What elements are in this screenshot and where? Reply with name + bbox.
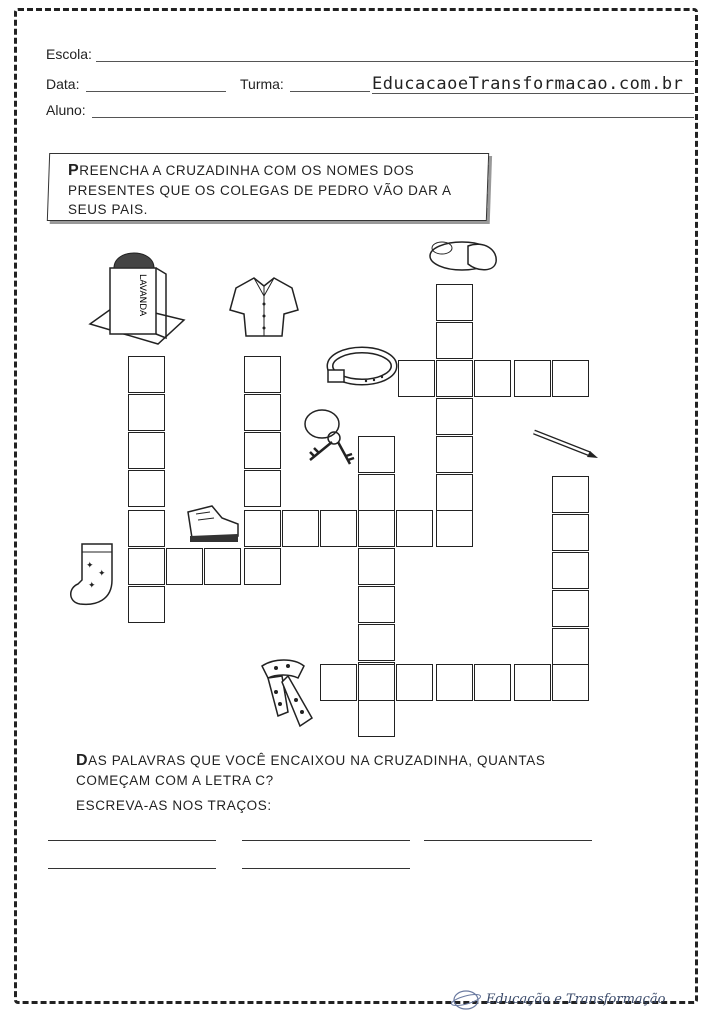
crossword-cell[interactable] [436,398,473,435]
answer-line[interactable] [48,840,216,841]
crossword-cell[interactable] [436,664,473,701]
shoe-icon [182,500,242,546]
crossword-cell[interactable] [514,360,551,397]
crossword-cell[interactable] [244,548,281,585]
site-underline [372,93,694,94]
crossword-cell[interactable] [128,356,165,393]
crossword-cell[interactable] [358,624,395,661]
instruction-initial: P [68,162,80,179]
crossword-cell[interactable] [128,432,165,469]
date-line[interactable] [86,91,226,92]
crossword-cell[interactable] [552,628,589,665]
crossword-cell[interactable] [398,360,435,397]
crossword-cell[interactable] [128,510,165,547]
school-label: Escola: [46,46,92,62]
crossword-cell[interactable] [282,510,319,547]
crossword-cell[interactable] [396,664,433,701]
crossword-cell[interactable] [358,436,395,473]
globe-icon [450,988,482,1012]
crossword-cell[interactable] [128,394,165,431]
crossword-cell[interactable] [436,510,473,547]
shirt-icon [226,274,302,340]
crossword-cell[interactable] [358,700,395,737]
class-line[interactable] [290,91,370,92]
question-line-3: ESCREVA-AS NOS TRAÇOS: [76,798,272,813]
sock-icon [66,540,126,610]
answer-line[interactable] [242,840,410,841]
crossword-cell[interactable] [552,476,589,513]
crossword-cell[interactable] [244,510,281,547]
question-text-1: AS PALAVRAS QUE VOCÊ ENCAIXOU NA CRUZADINHA, QUANTAS [88,753,546,768]
svg-text:✦: ✦ [86,560,94,570]
crossword-cell[interactable] [552,514,589,551]
footer-brand: Educação e Transformação [486,992,666,1007]
perfume-label: LAVANDA [137,274,147,317]
question-line-1 [76,752,545,770]
crossword-cell[interactable] [128,548,165,585]
slipper-icon [428,234,500,278]
question-initial: D [76,752,89,769]
pen-icon [530,426,600,462]
question-line-2: COMEÇAM COM A LETRA C? [76,773,274,788]
crossword-cell[interactable] [358,474,395,511]
site-url: EducacaoeTransformacao.com.br [372,74,684,94]
crossword-cell[interactable] [358,510,395,547]
svg-text:✦: ✦ [88,580,96,590]
class-label: Turma: [240,76,284,92]
crossword-cell[interactable] [552,552,589,589]
crossword-cell[interactable] [396,510,433,547]
crossword-cell[interactable] [358,548,395,585]
crossword-cell[interactable] [552,664,589,701]
answer-line[interactable] [48,868,216,869]
crossword-cell[interactable] [320,664,357,701]
crossword-cell[interactable] [244,356,281,393]
keychain-icon [302,404,358,468]
crossword-cell[interactable] [552,360,589,397]
answer-line[interactable] [242,868,410,869]
crossword-cell[interactable] [128,470,165,507]
crossword-cell[interactable] [514,664,551,701]
instruction-text [68,161,478,220]
student-line[interactable] [92,117,694,118]
school-line[interactable] [96,61,694,62]
perfume-icon [88,244,188,348]
crossword-cell[interactable] [358,664,395,701]
scarf-icon [254,656,316,730]
answer-line[interactable] [424,840,592,841]
date-label: Data: [46,76,80,92]
crossword-cell[interactable] [552,590,589,627]
crossword-cell[interactable] [436,284,473,321]
svg-text:✦: ✦ [98,568,106,578]
crossword-cell[interactable] [358,586,395,623]
crossword-cell[interactable] [166,548,203,585]
crossword-cell[interactable] [320,510,357,547]
student-label: Aluno: [46,102,86,118]
crossword-cell[interactable] [204,548,241,585]
crossword-cell[interactable] [244,394,281,431]
crossword-cell[interactable] [244,432,281,469]
crossword-cell[interactable] [474,664,511,701]
crossword-cell[interactable] [436,322,473,359]
crossword-cell[interactable] [436,360,473,397]
crossword-cell[interactable] [128,586,165,623]
crossword-cell[interactable] [474,360,511,397]
crossword-cell[interactable] [436,436,473,473]
belt-icon [322,344,398,388]
crossword-cell[interactable] [244,470,281,507]
crossword-cell[interactable] [436,474,473,511]
instruction-body: REENCHA A CRUZADINHA COM OS NOMES DOS PRESENTES QUE OS COLEGAS DE PEDRO VÃO DAR A SEUS PAIS. [68,163,451,217]
